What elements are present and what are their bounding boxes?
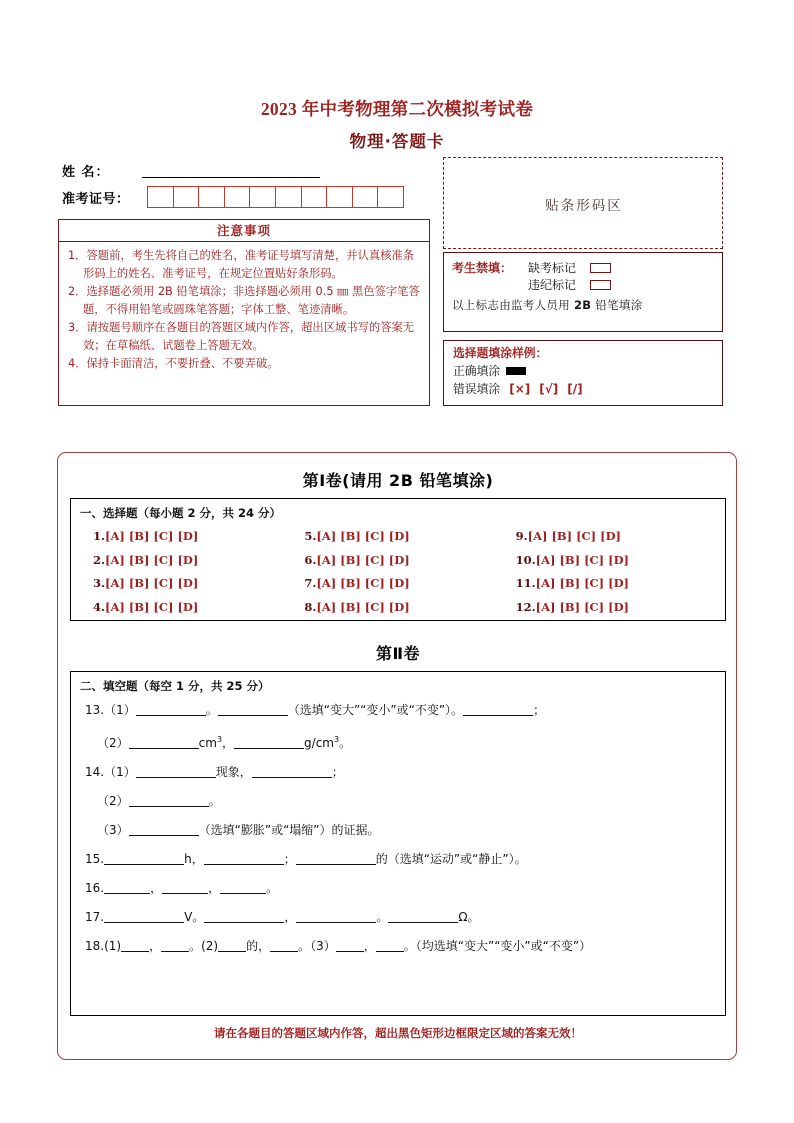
q13-p2-number: （2） (97, 736, 129, 750)
q18-blank-6[interactable] (376, 940, 404, 952)
proctor-note-pencil: 2B (573, 298, 592, 312)
volume-1-title: 第Ⅰ卷(请用 2B 铅笔填涂) (302, 471, 494, 490)
correct-fill-label: 正确填涂 (453, 364, 501, 378)
fill-sample-title: 选择题填涂样例： (453, 346, 548, 360)
q17-text-1: V。 (184, 910, 205, 924)
fill-sample-box (443, 340, 723, 406)
absent-mark-label: 缺考标记 (528, 261, 577, 275)
choice-question-11[interactable] (516, 572, 727, 596)
fill-in-blank-list (71, 696, 727, 961)
q15-text-3: 的（选填“运动”或“静止”）。 (375, 852, 527, 866)
violation-mark-label: 违纪标记 (528, 278, 577, 292)
notice-box (58, 219, 430, 406)
choice-options[interactable]: [A] [B] [C] [D] (316, 552, 410, 567)
exam-number-cell[interactable] (275, 186, 302, 208)
q17-blank-3[interactable] (296, 911, 376, 923)
q13-blank-2[interactable] (218, 704, 288, 716)
choice-options[interactable]: [A] [B] [C] [D] (535, 576, 629, 590)
q14-p1-number: 14.（1） (85, 765, 136, 779)
question-15[interactable] (85, 845, 715, 874)
q18-text-4: 。（3） (298, 939, 336, 953)
question-16[interactable] (85, 874, 715, 903)
fill-in-blank-heading: 二、填空题（每空 1 分，共 25 分） (80, 679, 270, 693)
q14-p3-text-1: （选填“膨胀”或“塌缩”）的证据。 (198, 823, 380, 837)
question-17[interactable] (85, 903, 715, 932)
exam-number-cell[interactable] (198, 186, 225, 208)
q17-blank-1[interactable] (104, 911, 184, 923)
choice-number: 8. (304, 599, 317, 614)
q13-p2-end: 。 (339, 736, 352, 750)
q13-p1-number: 13.（1） (85, 703, 136, 717)
proctor-marks-box (443, 252, 723, 332)
choice-options[interactable]: [A] [B] [C] [D] (105, 599, 199, 614)
q16-text-1: ， (150, 881, 163, 895)
q16-number: 16. (85, 881, 105, 895)
q13-sup-3a: 3 (216, 735, 223, 744)
q18-text-2: 。(2) (189, 939, 219, 953)
choice-question-10[interactable] (516, 549, 727, 573)
q18-blank-1[interactable] (121, 940, 149, 952)
violation-mark-row (452, 276, 714, 293)
q14-p2-number: （2） (97, 794, 129, 808)
choice-options[interactable]: [A] [B] [C] [D] (105, 552, 199, 567)
q14-blank-3[interactable] (129, 795, 209, 807)
q14-blank-4[interactable] (129, 824, 199, 836)
q17-blank-2[interactable] (204, 911, 284, 923)
notice-heading: 注意事项 (59, 220, 429, 242)
choice-number: 2. (93, 552, 106, 567)
q13-unit-gcm: g/cm (304, 736, 334, 750)
violation-mark-checkbox[interactable] (590, 280, 611, 290)
proctor-note (452, 297, 714, 313)
notice-item: 3．请按题号顺序在各题目的答题区域内作答，超出区域书写的答案无效；在草稿纸、试题卷上答题无效。 (68, 321, 415, 352)
exam-number-label: 准考证号： (62, 192, 130, 207)
q15-blank-3[interactable] (296, 853, 376, 865)
exam-number-cell[interactable] (173, 186, 200, 208)
q16-blank-3[interactable] (220, 882, 266, 894)
exam-number-cell[interactable] (249, 186, 276, 208)
choice-options[interactable]: [A] [B] [C] [D] (527, 529, 621, 543)
choice-number: 3. (93, 576, 106, 590)
choice-options[interactable]: [A] [B] [C] [D] (316, 529, 410, 543)
multiple-choice-box (70, 498, 726, 621)
choice-options[interactable]: [A] [B] [C] [D] (105, 576, 199, 590)
choice-number: 7. (304, 576, 317, 590)
correct-fill-bar-icon (506, 367, 526, 375)
q15-blank-2[interactable] (204, 853, 284, 865)
choice-number: 9. (515, 529, 528, 543)
answer-area-card (57, 452, 737, 1060)
exam-number-cell[interactable] (224, 186, 251, 208)
choice-number: 12. (515, 599, 536, 614)
wrong-mark-check-icon: [√] (539, 382, 559, 396)
question-14-part-2[interactable] (85, 787, 715, 816)
fill-in-blank-box (70, 671, 726, 1016)
q18-text-1: ， (149, 939, 162, 953)
q13-unit-gcm3 (304, 736, 339, 750)
q16-text-3: 。 (266, 881, 279, 895)
footer-note: 请在各题目的答题区域内作答，超出黑色矩形边框限定区域的答案无效！ (214, 1026, 582, 1040)
q18-number: 18.(1) (85, 939, 122, 953)
q15-number: 15. (85, 852, 105, 866)
exam-number-cell[interactable] (377, 186, 404, 208)
proctor-note-suffix: 铅笔填涂 (591, 298, 643, 312)
q18-text-6: 。（均选填“变大”“变小”或“不变”） (403, 939, 592, 953)
proctor-note-prefix: 以上标志由监考人员用 (452, 298, 574, 312)
choice-question-6[interactable] (304, 549, 515, 573)
choice-options[interactable]: [A] [B] [C] [D] (535, 599, 629, 614)
question-14-part-3[interactable] (85, 816, 715, 845)
q18-blank-5[interactable] (336, 940, 364, 952)
choice-question-2[interactable] (93, 549, 304, 573)
notice-list (59, 242, 429, 373)
q17-text-2: ， (284, 910, 297, 924)
proctor-title: 考生禁填： (452, 261, 513, 275)
q13-sup-3b: 3 (334, 735, 340, 744)
q16-blank-1[interactable] (104, 882, 150, 894)
q17-number: 17. (85, 910, 105, 924)
q18-blank-4[interactable] (270, 940, 298, 952)
barcode-area-label: 贴条形码区 (545, 198, 623, 214)
q14-p3-number: （3） (97, 823, 129, 837)
choice-question-8[interactable] (304, 596, 515, 620)
q13-p2-sep: ， (222, 736, 235, 750)
q13-blank-4[interactable] (129, 737, 199, 749)
wrong-mark-cross-icon: [×] (509, 382, 531, 396)
q13-p1-text-2: （选填“变大”“变小”或“不变”）。 (287, 703, 464, 717)
q16-blank-2[interactable] (162, 882, 208, 894)
absent-mark-checkbox[interactable] (590, 263, 611, 273)
choice-number: 4. (93, 599, 106, 614)
q16-text-2: ， (208, 881, 221, 895)
barcode-area (443, 157, 723, 249)
choice-question-1[interactable] (93, 525, 304, 549)
choice-question-4[interactable] (93, 596, 304, 620)
volume-2-title: 第Ⅱ卷 (375, 644, 421, 663)
q13-blank-3[interactable] (463, 704, 533, 716)
name-label: 姓 名： (62, 165, 110, 180)
choice-question-3[interactable] (93, 572, 304, 596)
q18-blank-3[interactable] (218, 940, 246, 952)
q17-text-3: 。 (376, 910, 389, 924)
q15-blank-1[interactable] (104, 853, 184, 865)
q14-blank-1[interactable] (136, 766, 216, 778)
question-13-part-2[interactable] (85, 725, 715, 758)
question-18[interactable] (85, 932, 715, 961)
choice-options[interactable]: [A] [B] [C] [D] (105, 529, 199, 543)
choice-options[interactable]: [A] [B] [C] [D] (316, 576, 410, 590)
q15-text-2: ； (283, 852, 296, 866)
choice-question-12[interactable] (516, 596, 727, 620)
q14-p2-text-1: 。 (208, 794, 221, 808)
choice-number: 6. (304, 552, 317, 567)
notice-item: 4．保持卡面清洁，不要折叠、不要弄破。 (68, 357, 279, 370)
absent-mark-row (452, 259, 714, 276)
exam-number-cell[interactable] (352, 186, 379, 208)
notice-item: 2．选择题必须用 2B 铅笔填涂；非选择题必须用 0.5 ㎜ 黑色签字笔答题，不得用铅笔或圆珠笔答题；字体工整、笔迹清晰。 (68, 285, 420, 316)
q13-p1-text-3: ； (533, 703, 546, 717)
q14-p1-text-2: ； (331, 765, 344, 779)
q14-blank-2[interactable] (252, 766, 332, 778)
q13-blank-1[interactable] (136, 704, 206, 716)
q15-text-1: h， (184, 852, 204, 866)
name-input-line[interactable] (142, 177, 320, 178)
q17-text-4: Ω。 (458, 910, 480, 924)
choice-number: 5. (304, 529, 317, 543)
exam-number-cell[interactable] (147, 186, 174, 208)
page-title: 2023 年中考物理第二次模拟考试卷 (260, 99, 534, 119)
wrong-mark-slash-icon: [/] (567, 382, 583, 396)
q18-text-3: 的， (246, 939, 271, 953)
notice-item: 1．答题前，考生先将自己的姓名，准考证号填写清楚，并认真核准条形码上的姓名、准考证号，在规定位置贴好条形码。 (68, 249, 415, 280)
q13-p1-text-1: 。 (205, 703, 218, 717)
q13-unit-cm: cm (198, 736, 217, 750)
q18-text-5: ， (363, 939, 376, 953)
q18-blank-2[interactable] (161, 940, 189, 952)
exam-number-cell[interactable] (301, 186, 328, 208)
q13-blank-5[interactable] (234, 737, 304, 749)
wrong-sample-row (453, 380, 713, 398)
choice-number: 11. (515, 576, 536, 590)
choice-question-7[interactable] (304, 572, 515, 596)
multiple-choice-grid[interactable] (71, 525, 727, 619)
choice-options[interactable]: [A] [B] [C] [D] (535, 552, 629, 567)
q17-blank-4[interactable] (388, 911, 458, 923)
q13-unit-cm3 (199, 736, 222, 750)
multiple-choice-heading: 一、选择题（每小题 2 分，共 24 分） (80, 506, 282, 520)
exam-number-grid[interactable] (147, 186, 403, 208)
choice-question-5[interactable] (304, 525, 515, 549)
choice-number: 10. (515, 552, 536, 567)
choice-question-9[interactable] (516, 525, 727, 549)
page-subtitle: 物理·答题卡 (349, 132, 445, 151)
question-14-part-1[interactable] (85, 758, 715, 787)
correct-sample-row (453, 362, 713, 380)
wrong-fill-label: 错误填涂 (453, 382, 501, 396)
choice-number: 1. (93, 529, 106, 543)
q14-p1-text-1: 现象， (215, 765, 252, 779)
choice-options[interactable]: [A] [B] [C] [D] (316, 599, 410, 614)
exam-number-cell[interactable] (326, 186, 353, 208)
question-13-part-1[interactable] (85, 696, 715, 725)
